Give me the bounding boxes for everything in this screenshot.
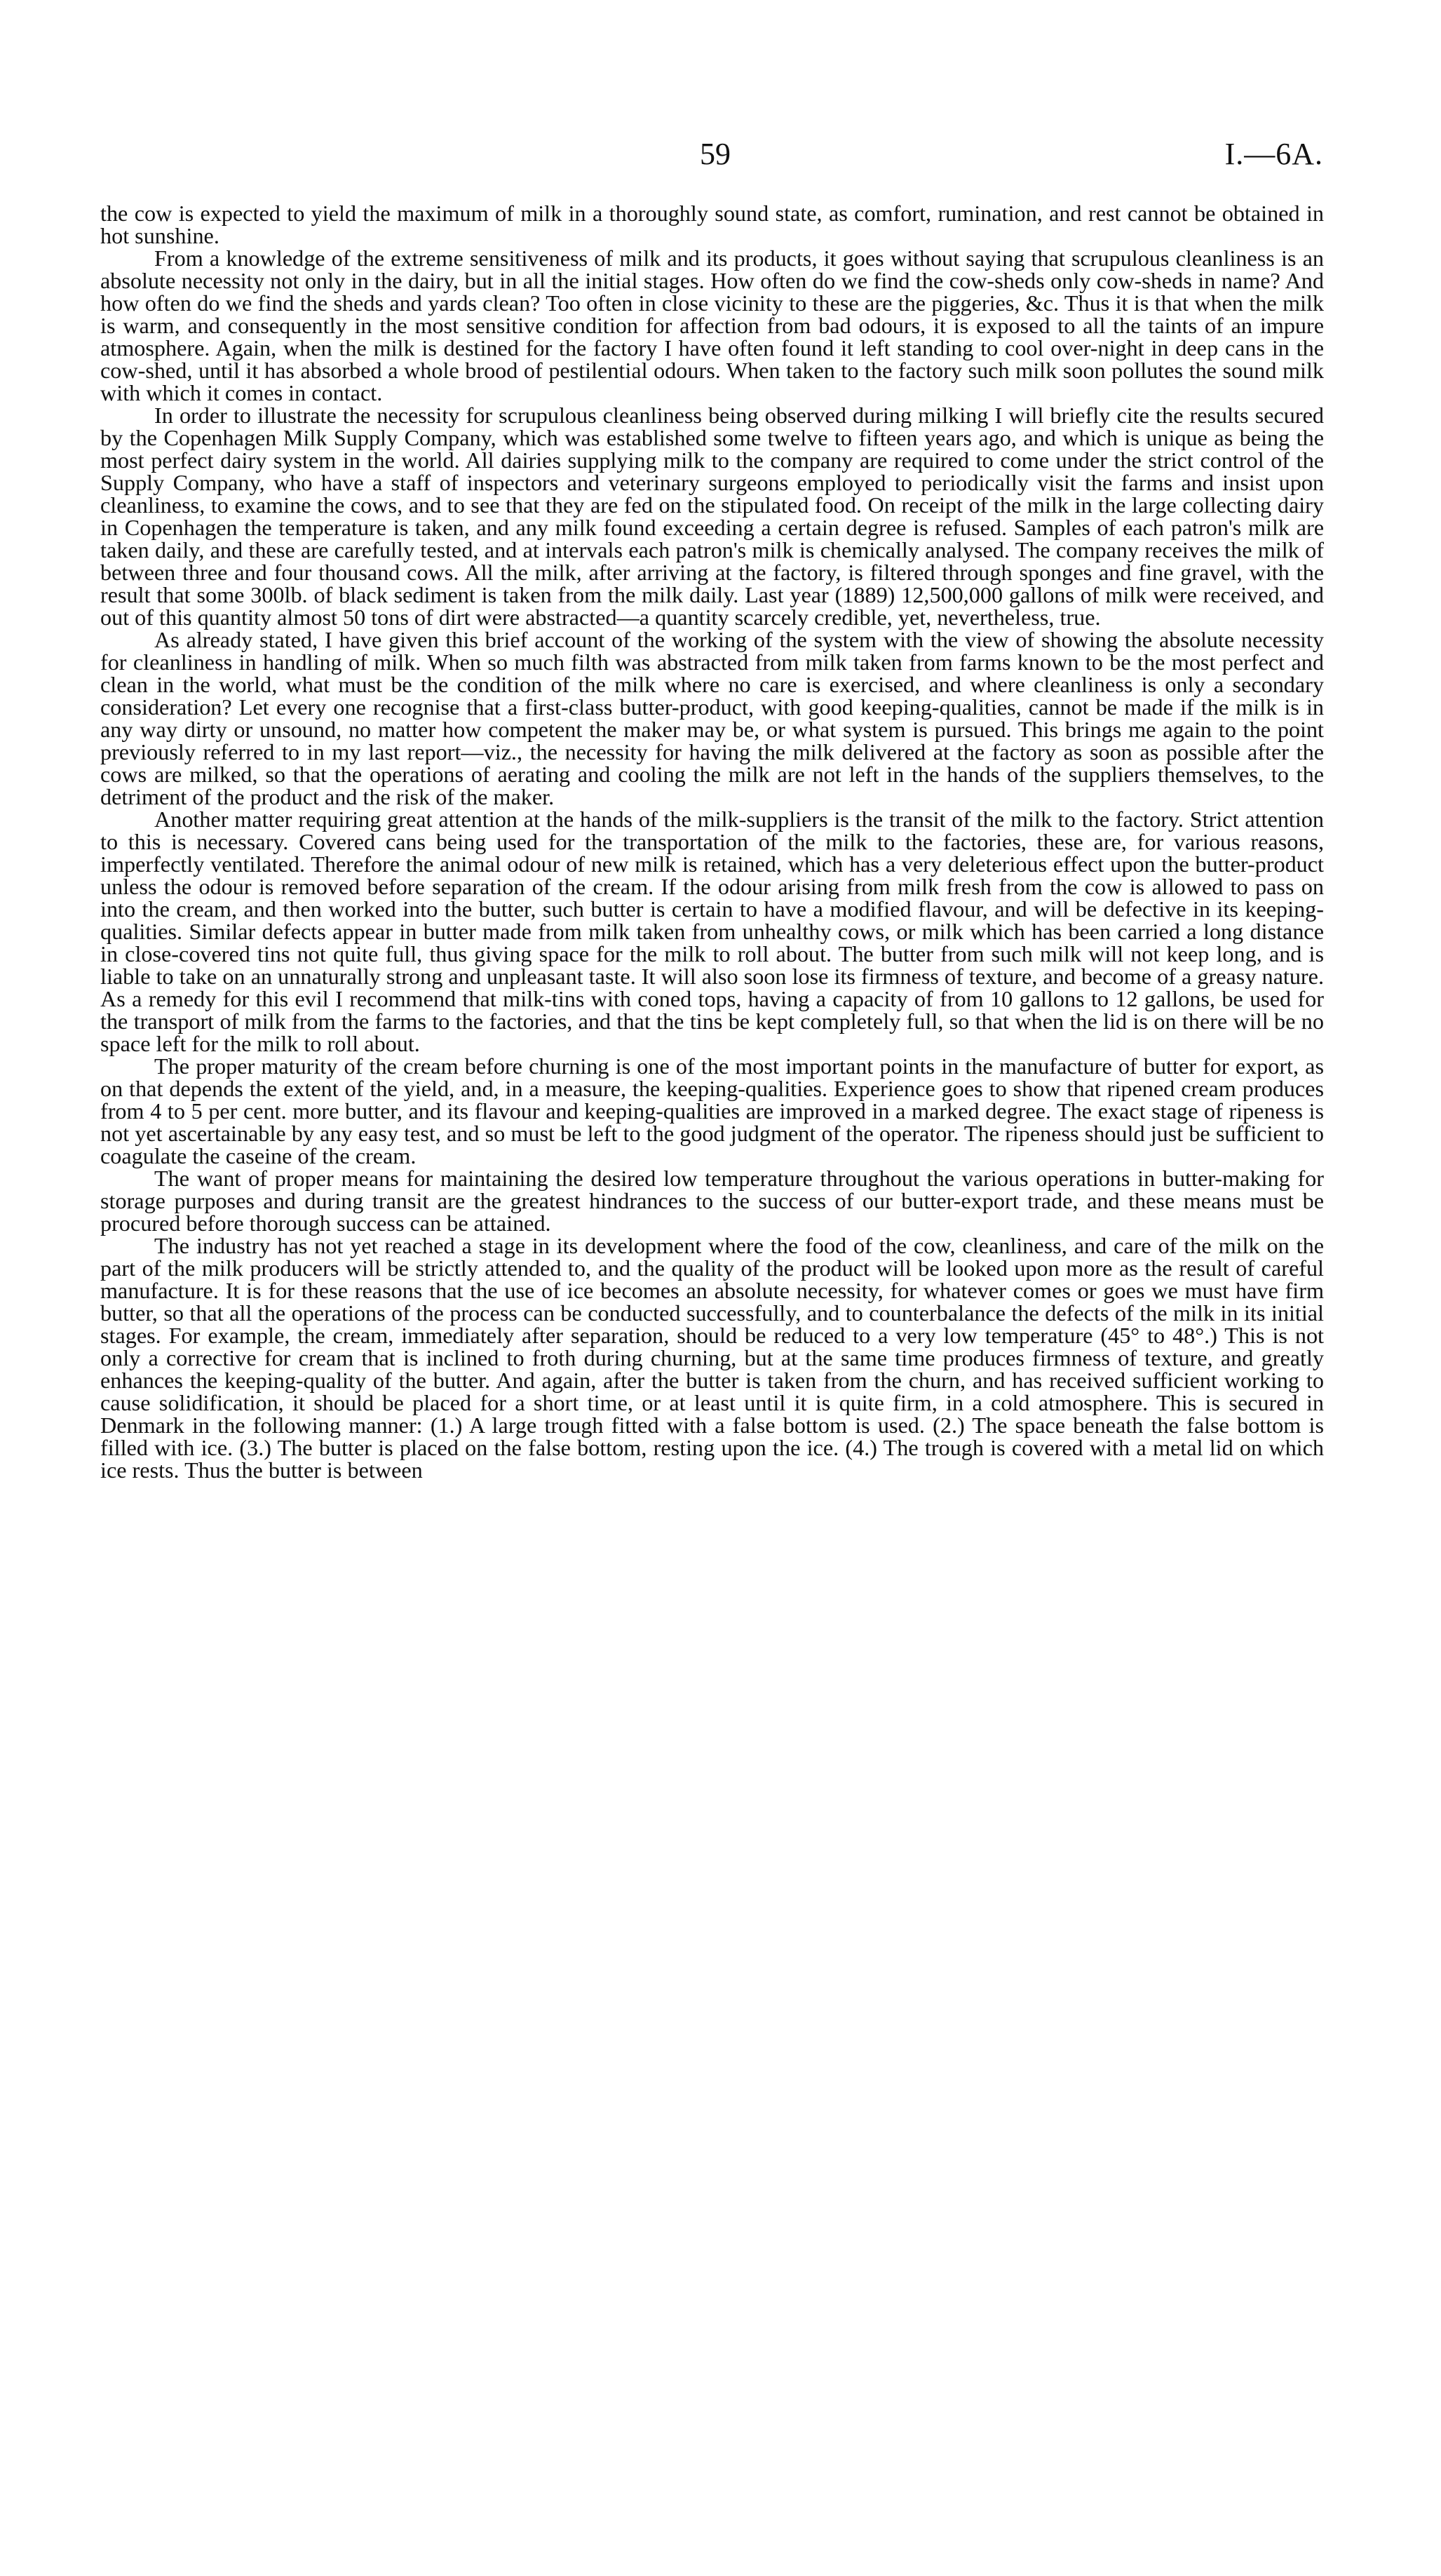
paragraph: Another matter requiring great attention at the hands of the milk-suppliers is the transit of the milk to the factory. Strict attention to this is necessary. Covered cans being used for the transportation of the milk to the factories, these are, for various reasons, imperfectly ventilated. Therefore the animal odour of new milk is retained, which has a very deleterious effect upon the butter-product unless the odour is removed before separation of the cream. If the odour arising from milk fresh from the cow is allowed to pass on into the cream, and then worked into the butter, such butter is certain to have a modified flavour, and will be defective in its keeping-qualities. Similar defects appear in butter made from milk taken from unhealthy cows, or milk which has been carried a long distance in close-covered tins not quite full, thus giving space for the milk to roll about. The butter from such milk will not keep long, and is liable to take on an unnaturally strong and unpleasant taste. It will also soon lose its firmness of texture, and become of a greasy nature. As a remedy for this evil I recommend that milk-tins with coned tops, having a capacity of from 10 gallons to 12 gallons, be used for the transport of milk from the farms to the factories, and that the tins be kept completely full, so that when the lid is on there will be no space left for the milk to roll about. bbox=[100, 807, 1324, 1056]
paragraph: In order to illustrate the necessity for scrupulous cleanliness being observed during milking I will briefly cite the results secured by the Copenhagen Milk Supply Company, which was established some twelve to fifteen years ago, and which is unique as being the most perfect dairy system in the world. All dairies supplying milk to the company are required to come under the strict control of the Supply Company, who have a staff of inspectors and veterinary surgeons employed to periodically visit the farms and insist upon cleanliness, to examine the cows, and to see that they are fed on the stipulated food. On receipt of the milk in the large collecting dairy in Copenhagen the temperature is taken, and any milk found exceeding a certain degree is refused. Samples of each patron's milk are taken daily, and these are carefully tested, and at intervals each patron's milk is chemically analysed. The company receives the milk of between three and four thousand cows. All the milk, after arriving at the factory, is filtered through sponges and fine gravel, with the result that some 300lb. of black sediment is taken from the milk daily. Last year (1889) 12,500,000 gallons of milk were received, and out of this quantity almost 50 tons of dirt were abstracted—a quantity scarcely credible, yet, nevertheless, true. bbox=[100, 403, 1324, 630]
page-number: 59 bbox=[700, 137, 731, 171]
paragraph: The industry has not yet reached a stage in its development where the food of the cow, cleanliness, and care of the milk on the part of the milk producers will be strictly attended to, and the quality of the product will be looked upon more as the result of careful manufacture. It is for these reasons that the use of ice becomes an absolute necessity, for whatever comes or goes we must have firm butter, so that all the operations of the process can be conducted successfully, and to counterbalance the defects of the milk in its initial stages. For example, the cream, immediately after separation, should be reduced to a very low temperature (45° to 48°.) This is not only a corrective for cream that is inclined to froth during churning, but at the same time produces firmness of texture, and greatly enhances the keeping-quality of the butter. And again, after the butter is taken from the churn, and has received sufficient working to cause solidification, it should be placed for a short time, or at least until it is quite firm, in a cold atmosphere. This is secured in Denmark in the following manner: (1.) A large trough fitted with a false bottom is used. (2.) The space beneath the false bottom is filled with ice. (3.) The butter is placed on the false bottom, resting upon the ice. (4.) The trough is covered with a metal lid on which ice rests. Thus the butter is between bbox=[100, 1233, 1324, 1483]
document-body bbox=[100, 202, 1324, 1481]
paragraph: From a knowledge of the extreme sensitiveness of milk and its products, it goes without saying that scrupulous cleanliness is an absolute necessity not only in the dairy, but in all the initial stages. How often do we find the cow-sheds only cow-sheds in name? And how often do we find the sheds and yards clean? Too often in close vicinity to these are the piggeries, &c. Thus it is that when the milk is warm, and consequently in the most sensitive condition for affection from bad odours, it is exposed to all the taints of an impure atmosphere. Again, when the milk is destined for the factory I have often found it left standing to cool over-night in deep cans in the cow-shed, until it has absorbed a whole brood of pestilential odours. When taken to the factory such milk soon pollutes the sound milk with which it comes in contact. bbox=[100, 245, 1324, 405]
paragraph: The want of proper means for maintaining the desired low temperature throughout the various operations in butter-making for storage purposes and during transit are the greatest hindrances to the success of our butter-export trade, and these means must be procured before thorough success can be attained. bbox=[100, 1166, 1324, 1236]
paragraph: the cow is expected to yield the maximum of milk in a thoroughly sound state, as comfort, rumination, and rest cannot be obtained in hot sunshine. bbox=[100, 201, 1324, 248]
paragraph: The proper maturity of the cream before churning is one of the most important points in the manufacture of butter for export, as on that depends the extent of the yield, and, in a measure, the keeping-qualities. Experience goes to show that ripened cream produces from 4 to 5 per cent. more butter, and its flavour and keeping-qualities are improved in a marked degree. The exact stage of ripeness is not yet ascertainable by any easy test, and so must be left to the good judgment of the operator. The ripeness should just be sufficient to coagulate the caseine of the cream. bbox=[100, 1053, 1324, 1168]
paragraph: As already stated, I have given this brief account of the working of the system with the view of showing the absolute necessity for cleanliness in handling of milk. When so much filth was abstracted from milk taken from farms known to be the most perfect and clean in the world, what must be the condition of the milk where no care is exercised, and where cleanliness is only a secondary consideration? Let every one recognise that a first-class butter-product, with good keeping-qualities, cannot be made if the milk is in any way dirty or unsound, no matter how competent the maker may be, or what system is pursued. This brings me again to the point previously referred to in my last report—viz., the necessity for having the milk delivered at the factory as soon as possible after the cows are milked, so that the operations of aerating and cooling the milk are not left in the hands of the suppliers themselves, to the detriment of the product and the risk of the maker. bbox=[100, 627, 1324, 809]
document-reference: I.—6A. bbox=[1224, 137, 1323, 171]
